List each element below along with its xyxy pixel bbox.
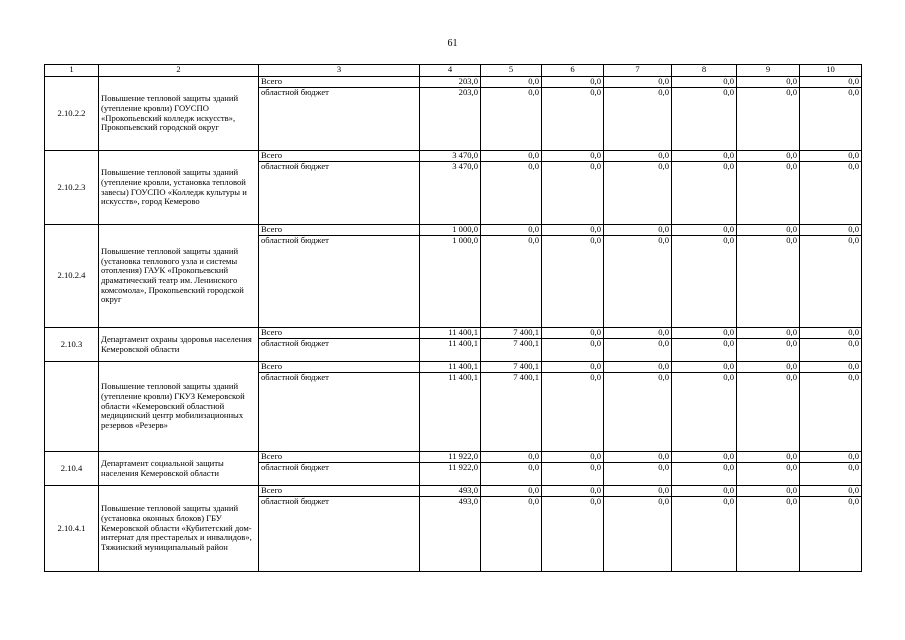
row-code: 2.10.2.3	[45, 151, 99, 225]
amount-cell: 0,0	[481, 77, 542, 88]
amount-cell: 0,0	[604, 486, 672, 497]
amount-cell: 0,0	[737, 328, 800, 339]
amount-cell: 0,0	[800, 339, 862, 362]
amount-cell: 0,0	[800, 486, 862, 497]
amount-cell: 0,0	[604, 77, 672, 88]
table-row	[45, 452, 862, 463]
amount-cell: 0,0	[604, 225, 672, 236]
column-header: 9	[737, 65, 800, 77]
amount-cell: 3 470,0	[420, 162, 481, 225]
amount-cell: 0,0	[604, 151, 672, 162]
amount-cell: 0,0	[672, 339, 737, 362]
amount-cell: 0,0	[672, 236, 737, 328]
amount-cell: 0,0	[800, 236, 862, 328]
amount-cell: 0,0	[672, 497, 737, 572]
column-header: 2	[99, 65, 259, 77]
table-body	[45, 65, 862, 572]
amount-cell: 0,0	[481, 236, 542, 328]
row-description: Повышение тепловой защиты зданий (установка теплового узла и системы отопления) ГАУК «Прокопьевский драматический театр им. Ленинского комсомола», Прокопьевский городской округ	[99, 225, 259, 328]
amount-cell: 0,0	[481, 225, 542, 236]
amount-cell: 0,0	[604, 339, 672, 362]
amount-cell: 0,0	[481, 486, 542, 497]
amount-cell: 0,0	[800, 452, 862, 463]
amount-cell: 0,0	[542, 362, 604, 373]
funding-source: областной бюджет	[259, 373, 420, 452]
amount-cell: 0,0	[800, 151, 862, 162]
funding-source: Всего	[259, 328, 420, 339]
row-code: 2.10.4	[45, 452, 99, 486]
amount-cell: 0,0	[800, 328, 862, 339]
amount-cell: 0,0	[481, 497, 542, 572]
amount-cell: 0,0	[481, 151, 542, 162]
amount-cell: 0,0	[800, 362, 862, 373]
row-description: Повышение тепловой защиты зданий (утепление кровли, установка тепловой завесы) ГОУСПО «Колледж культуры и искусств», город Кемерово	[99, 151, 259, 225]
funding-source: Всего	[259, 151, 420, 162]
funding-source: Всего	[259, 225, 420, 236]
row-code: 2.10.2.4	[45, 225, 99, 328]
amount-cell: 0,0	[542, 328, 604, 339]
table-row	[45, 328, 862, 339]
funding-source: областной бюджет	[259, 463, 420, 486]
amount-cell: 11 922,0	[420, 463, 481, 486]
amount-cell: 0,0	[737, 339, 800, 362]
column-header: 5	[481, 65, 542, 77]
row-description: Повышение тепловой защиты зданий (установка оконных блоков) ГБУ Кемеровской области «Кубитетский дом-интернат для престарелых и инвалидов», Тяжинский муниципальный район	[99, 486, 259, 572]
amount-cell: 0,0	[672, 362, 737, 373]
amount-cell: 0,0	[800, 373, 862, 452]
amount-cell: 0,0	[737, 151, 800, 162]
amount-cell: 0,0	[800, 463, 862, 486]
column-header: 1	[45, 65, 99, 77]
amount-cell: 7 400,1	[481, 373, 542, 452]
amount-cell: 203,0	[420, 88, 481, 151]
row-description: Департамент охраны здоровья населения Кемеровской области	[99, 328, 259, 362]
amount-cell: 7 400,1	[481, 328, 542, 339]
table-row	[45, 486, 862, 497]
amount-cell: 0,0	[737, 162, 800, 225]
amount-cell: 0,0	[672, 486, 737, 497]
funding-source: областной бюджет	[259, 162, 420, 225]
amount-cell: 11 400,1	[420, 362, 481, 373]
amount-cell: 0,0	[604, 162, 672, 225]
amount-cell: 0,0	[737, 486, 800, 497]
budget-table	[44, 64, 862, 572]
amount-cell: 0,0	[672, 373, 737, 452]
amount-cell: 11 400,1	[420, 328, 481, 339]
amount-cell: 0,0	[672, 77, 737, 88]
amount-cell: 0,0	[800, 497, 862, 572]
amount-cell: 0,0	[542, 339, 604, 362]
funding-source: областной бюджет	[259, 339, 420, 362]
amount-cell: 7 400,1	[481, 339, 542, 362]
amount-cell: 0,0	[737, 77, 800, 88]
amount-cell: 0,0	[672, 328, 737, 339]
column-header: 8	[672, 65, 737, 77]
column-header: 3	[259, 65, 420, 77]
amount-cell: 0,0	[800, 88, 862, 151]
funding-source: Всего	[259, 486, 420, 497]
row-code: 2.10.4.1	[45, 486, 99, 572]
table-row	[45, 225, 862, 236]
amount-cell: 0,0	[737, 88, 800, 151]
amount-cell: 0,0	[672, 162, 737, 225]
amount-cell: 0,0	[800, 162, 862, 225]
amount-cell: 0,0	[737, 373, 800, 452]
row-description: Повышение тепловой защиты зданий (утепление кровли) ГОУСПО «Прокопьевский колледж искусств», Прокопьевский городской округ	[99, 77, 259, 151]
amount-cell: 0,0	[481, 162, 542, 225]
amount-cell: 0,0	[542, 452, 604, 463]
funding-source: областной бюджет	[259, 236, 420, 328]
row-code: 2.10.2.2	[45, 77, 99, 151]
amount-cell: 1 000,0	[420, 225, 481, 236]
amount-cell: 493,0	[420, 497, 481, 572]
amount-cell: 0,0	[737, 362, 800, 373]
column-header: 10	[800, 65, 862, 77]
amount-cell: 0,0	[542, 77, 604, 88]
table-row	[45, 362, 862, 373]
amount-cell: 0,0	[542, 486, 604, 497]
amount-cell: 0,0	[604, 373, 672, 452]
row-description: Повышение тепловой защиты зданий (утепление кровли) ГКУЗ Кемеровской области «Кемеровский областной медицинский центр мобилизационных резервов «Резерв»	[99, 362, 259, 452]
amount-cell: 0,0	[737, 463, 800, 486]
amount-cell: 0,0	[672, 151, 737, 162]
table-row	[45, 77, 862, 88]
amount-cell: 11 400,1	[420, 339, 481, 362]
row-code: 2.10.3	[45, 328, 99, 362]
amount-cell: 0,0	[481, 452, 542, 463]
amount-cell: 0,0	[542, 373, 604, 452]
amount-cell: 0,0	[737, 452, 800, 463]
amount-cell: 3 470,0	[420, 151, 481, 162]
funding-source: областной бюджет	[259, 88, 420, 151]
amount-cell: 0,0	[800, 77, 862, 88]
funding-source: Всего	[259, 452, 420, 463]
amount-cell: 0,0	[481, 88, 542, 151]
amount-cell: 0,0	[542, 151, 604, 162]
amount-cell: 0,0	[672, 225, 737, 236]
amount-cell: 1 000,0	[420, 236, 481, 328]
funding-source: Всего	[259, 362, 420, 373]
amount-cell: 0,0	[542, 162, 604, 225]
amount-cell: 0,0	[604, 88, 672, 151]
amount-cell: 0,0	[604, 452, 672, 463]
amount-cell: 0,0	[672, 452, 737, 463]
amount-cell: 0,0	[604, 236, 672, 328]
amount-cell: 493,0	[420, 486, 481, 497]
amount-cell: 0,0	[737, 225, 800, 236]
table-row	[45, 151, 862, 162]
row-code	[45, 362, 99, 452]
column-number-row	[45, 65, 862, 77]
amount-cell: 0,0	[542, 88, 604, 151]
amount-cell: 0,0	[672, 463, 737, 486]
funding-source: областной бюджет	[259, 497, 420, 572]
funding-source: Всего	[259, 77, 420, 88]
amount-cell: 203,0	[420, 77, 481, 88]
amount-cell: 0,0	[542, 236, 604, 328]
amount-cell: 0,0	[542, 497, 604, 572]
column-header: 7	[604, 65, 672, 77]
amount-cell: 7 400,1	[481, 362, 542, 373]
amount-cell: 0,0	[604, 463, 672, 486]
amount-cell: 0,0	[481, 463, 542, 486]
amount-cell: 0,0	[800, 225, 862, 236]
amount-cell: 0,0	[542, 463, 604, 486]
row-description: Департамент социальной защиты населения Кемеровской области	[99, 452, 259, 486]
amount-cell: 0,0	[737, 497, 800, 572]
column-header: 6	[542, 65, 604, 77]
amount-cell: 0,0	[737, 236, 800, 328]
amount-cell: 11 922,0	[420, 452, 481, 463]
column-header: 4	[420, 65, 481, 77]
page-number: 61	[447, 38, 458, 49]
amount-cell: 11 400,1	[420, 373, 481, 452]
amount-cell: 0,0	[604, 328, 672, 339]
amount-cell: 0,0	[604, 362, 672, 373]
amount-cell: 0,0	[672, 88, 737, 151]
amount-cell: 0,0	[604, 497, 672, 572]
amount-cell: 0,0	[542, 225, 604, 236]
